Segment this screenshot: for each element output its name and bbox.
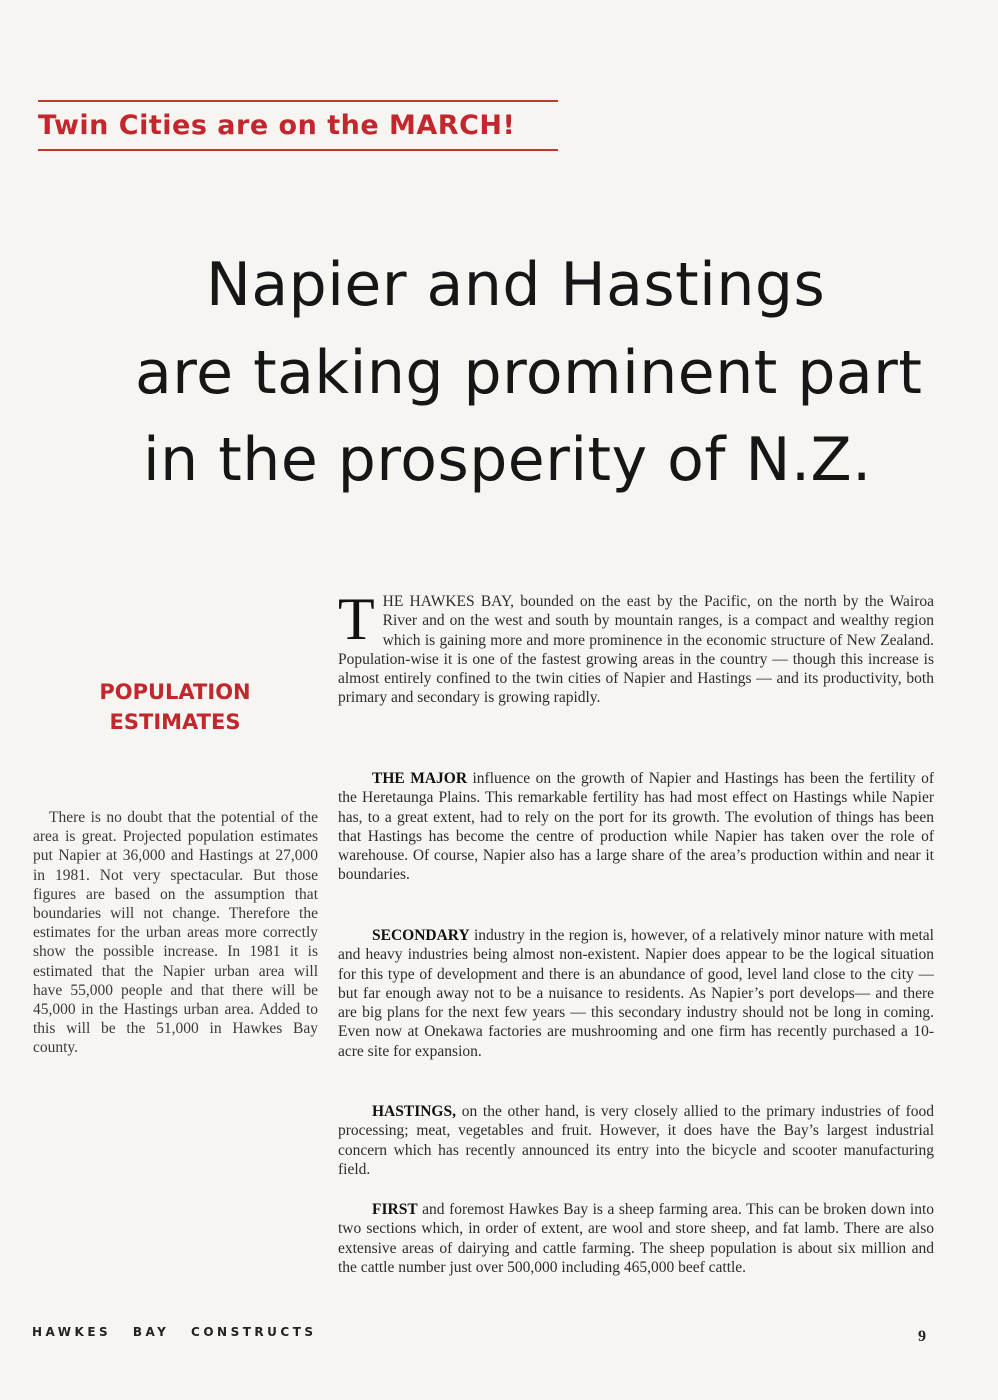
kicker-top-rule <box>38 100 558 102</box>
page-number: 9 <box>918 1328 926 1345</box>
paragraph-5-lead: FIRST <box>372 1201 418 1218</box>
article-paragraph-1 <box>338 586 934 708</box>
sidebar-heading <box>70 677 280 737</box>
paragraph-4-text: on the other hand, is very closely allied to the primary industries of food processing; meat, vegetables and fruit. However, it does have the Bay’s largest industrial concern which has recently announced its entry into the bicycle and scooter manufacturing field. <box>338 1103 934 1178</box>
paragraph-1-text: HE HAWKES BAY, bounded on the east by the Pacific, on the north by the Wairoa River and on the west and south by mountain ranges, is a compact and wealthy region which is gaining more and more prominence in the economic structure of New Zealand. Population-wise it is one of the fastest growing areas in the country — though this increase is almost entirely confined to the twin cities of Napier and Hastings — and its productivity, both primary and secondary is growing rapidly. <box>338 593 934 707</box>
kicker-title: Twin Cities are on the MARCH! <box>38 110 516 141</box>
sidebar-text: There is no doubt that the potential of the area is great. Projected population estimates put Napier at 36,000 and Hastings at 27,000 in 1981. Not very spectacular. But those figures are based on the assumption that boundaries will not change. Therefore the estimates for the urban areas more correctly show the possible increase. In 1981 it is estimated that the Napier urban area will have 55,000 people and that there will be 45,000 in the Hastings urban area. Added to this will be the 51,000 in Hawkes Bay county. <box>33 809 318 1057</box>
article-paragraph-4 <box>338 1102 934 1179</box>
article-paragraph-3 <box>338 926 934 1061</box>
sidebar-heading-line-1: POPULATION <box>99 680 251 704</box>
drop-cap: T <box>338 586 375 652</box>
kicker-bottom-rule <box>38 149 558 151</box>
headline-line-3: in the prosperity of N.Z. <box>143 425 872 495</box>
footer-word-2: BAY <box>132 1325 170 1339</box>
paragraph-5-text: and foremost Hawkes Bay is a sheep farming area. This can be broken down into two sections which, in order of extent, are wool and store sheep, and fat lamb. There are also extensive areas of dairying and cattle farming. The sheep population is about six million and the cattle number just over 500,000 including 465,000 beef cattle. <box>338 1201 934 1276</box>
headline-line-1: Napier and Hastings <box>206 250 826 320</box>
headline-line-2: are taking prominent part <box>135 338 923 408</box>
paragraph-3-lead: SECONDARY <box>372 927 470 944</box>
article-paragraph-5 <box>338 1200 934 1277</box>
paragraph-3-text: industry in the region is, however, of a relatively minor nature with metal and heavy industries being almost non-existent. Napier does appear to be the logical situation for this type of development and there is an abundance of good, level land close to the city — but far enough away not to be a nuisance to residents. As Napier’s port develops— and there are big plans for the next few years — this secondary industry should not be long in coming. Even now at Onekawa factories are mushrooming and one firm has recently purchased a 10-acre site for expansion. <box>338 927 934 1060</box>
publication-footer <box>32 1325 331 1339</box>
paragraph-2-text: influence on the growth of Napier and Hastings has been the fertility of the Heretaunga Plains. This remarkable fertility has had most effect on Hastings while Napier has, to a great extent, had to rely on the port for its growth. The evolution of things has been that Hastings has become the centre of production while Napier has taken over the role of warehouse. Of course, Napier also has a large share of the area’s production within and near it boundaries. <box>338 770 934 884</box>
paragraph-2-lead: THE MAJOR <box>372 770 468 787</box>
article-paragraph-2 <box>338 769 934 885</box>
footer-word-3: CONSTRUCTS <box>191 1325 317 1339</box>
footer-word-1: HAWKES <box>32 1325 112 1339</box>
sidebar-heading-line-2: ESTIMATES <box>109 710 241 734</box>
paragraph-4-lead: HASTINGS, <box>372 1103 456 1120</box>
